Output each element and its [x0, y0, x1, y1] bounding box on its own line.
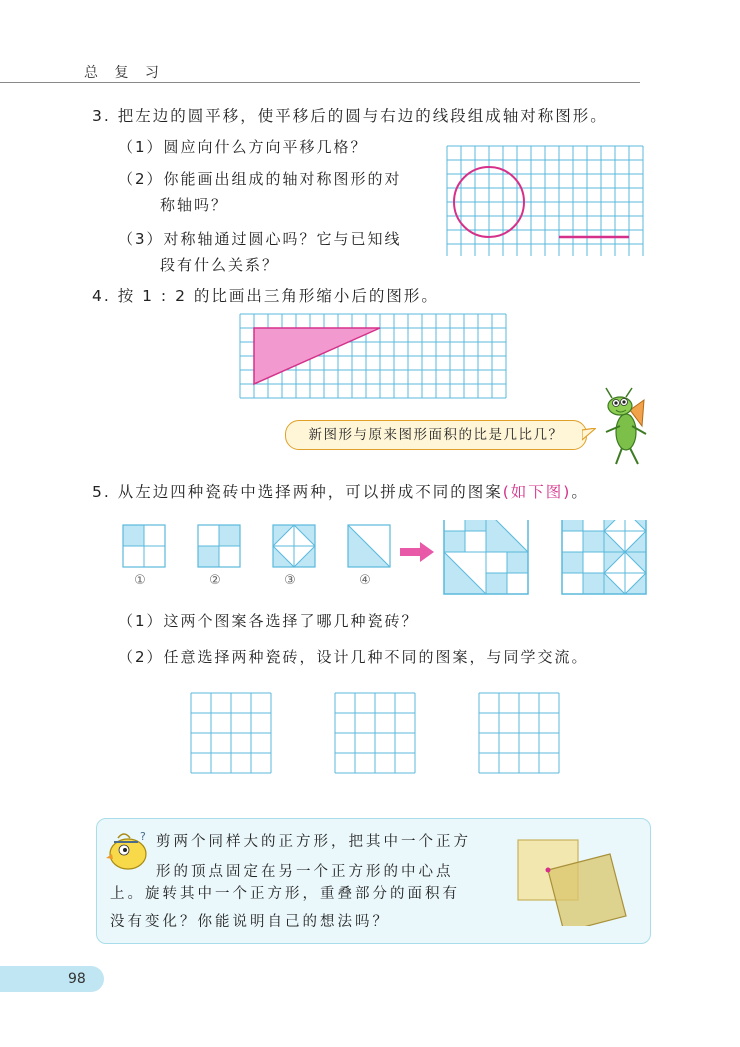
tip-line-3: 上。旋转其中一个正方形，重叠部分的面积有 [110, 886, 460, 902]
tip-line-2: 形的顶点固定在另一个正方形的中心点 [156, 864, 454, 880]
q4-grid-figure [239, 313, 507, 407]
tile-label-3: ③ [284, 573, 296, 588]
pattern-2 [562, 520, 646, 594]
q4-speech-bubble [285, 420, 587, 450]
arrow-right-icon [400, 542, 434, 562]
tile-label-2: ② [209, 573, 221, 588]
overlapping-squares-figure [512, 834, 638, 926]
q3-grid [447, 146, 643, 256]
q3-sub2-line2: 称轴吗？ [160, 196, 229, 214]
bubble-tail-icon [582, 428, 596, 442]
pattern-1 [444, 520, 528, 594]
header-rule [0, 82, 640, 83]
q3-grid-figure [445, 144, 647, 256]
q4-title: 4. 按 1 : 2 的比画出三角形缩小后的图形。 [92, 287, 439, 305]
grasshopper-mascot-icon [598, 386, 658, 468]
q5-title-main: 5. 从左边四种瓷砖中选择两种，可以拼成不同的图案 [92, 483, 503, 501]
tile-4 [348, 525, 390, 567]
page-number-tab [0, 966, 104, 992]
tile-label-1: ① [134, 573, 146, 588]
q3-sub3-line1: （3）对称轴通过圆心吗？它与已知线 [118, 230, 402, 248]
q3-title: 3. 把左边的圆平移，使平移后的圆与右边的线段组成轴对称图形。 [92, 107, 608, 125]
design-grid-2 [334, 692, 416, 774]
tile-label-4: ④ [359, 573, 371, 588]
svg-text:?: ? [140, 830, 146, 843]
q5-sub1: （1）这两个图案各选择了哪几种瓷砖？ [118, 612, 419, 630]
header-title: 总 复 习 [84, 65, 165, 81]
q3-sub2-line1: （2）你能画出组成的轴对称图形的对 [118, 170, 402, 188]
design-grid-3 [478, 692, 560, 774]
page-number: 98 [68, 971, 86, 987]
q5-sub2: （2）任意选择两种瓷砖，设计几种不同的图案，与同学交流。 [118, 648, 589, 666]
q5-title-paren: (如下图) [502, 483, 572, 501]
q3-sub3-line2: 段有什么关系？ [160, 256, 280, 274]
tip-line-4: 没有变化？你能说明自己的想法吗？ [110, 914, 390, 930]
chick-mascot-icon [104, 828, 150, 872]
center-point [546, 868, 551, 873]
tile-1 [123, 525, 165, 567]
q5-title [92, 480, 589, 502]
tip-line-1: 剪两个同样大的正方形，把其中一个正方 [156, 834, 471, 850]
q5-tiles-figure [118, 520, 658, 600]
design-grid-1 [190, 692, 272, 774]
tile-3 [273, 525, 315, 567]
q3-sub1: （1）圆应向什么方向平移几格？ [118, 138, 368, 156]
q4-bubble-text: 新图形与原来图形面积的比是几比几？ [308, 427, 564, 443]
tile-2 [198, 525, 240, 567]
q5-title-end: 。 [571, 483, 589, 501]
